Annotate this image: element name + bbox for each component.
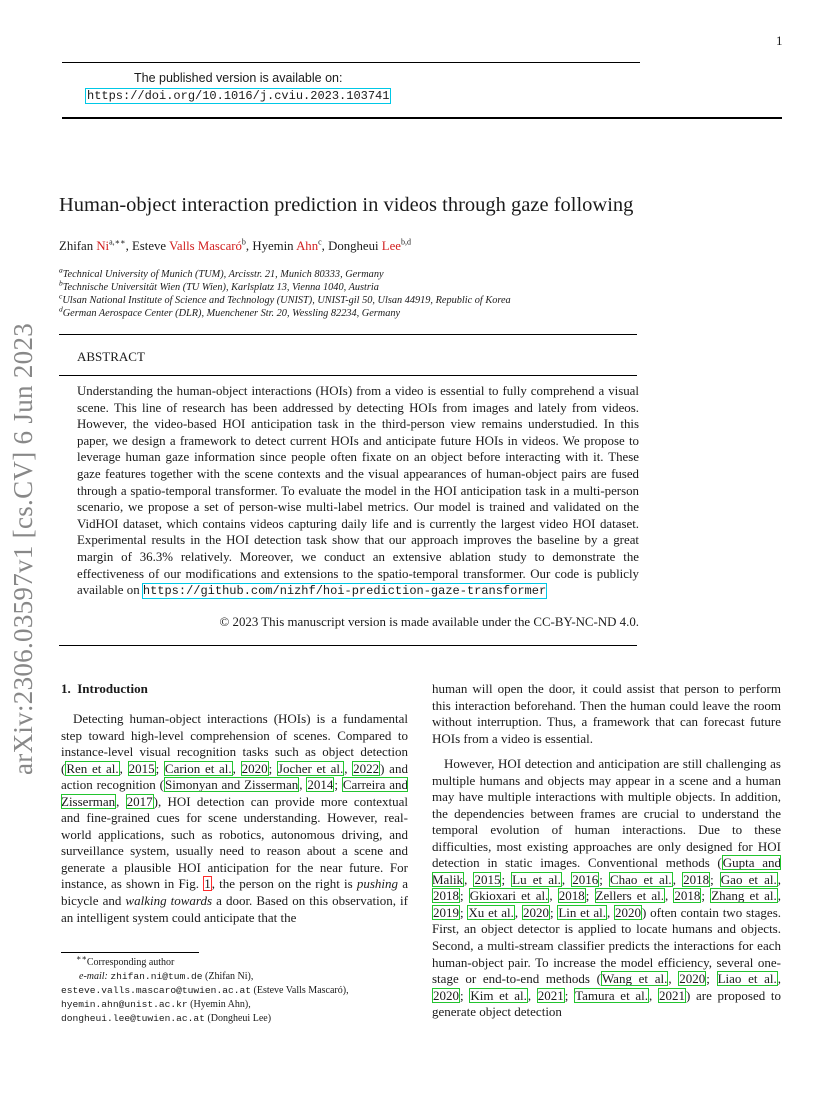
paragraph-text: ; (268, 760, 277, 776)
email-owner: (Esteve Valls Mascaró), (253, 985, 349, 996)
footnote-email-3 (61, 998, 251, 1011)
paragraph-text: ; (155, 760, 164, 776)
affiliation-text: Ulsan National Institute of Science and Technology (UNIST), UNIST-gil 50, Ulsan 44919, Republic of Korea (62, 295, 511, 306)
paragraph-text: , (527, 987, 537, 1003)
citation-link[interactable]: Ren et al. (66, 760, 119, 776)
email-label: e-mail: (79, 971, 108, 982)
abstract-body (77, 383, 639, 600)
citation-link[interactable]: 2016 (572, 871, 599, 887)
email-address[interactable]: hyemin.ahn@unist.ac.kr (61, 999, 188, 1010)
author-affiliation-mark: b,d (400, 237, 411, 247)
footnote-email-1 (79, 970, 253, 983)
paragraph-text: However, HOI detection and anticipation are still challenging as multiple humans and objects may appear in a scene and a human may have multiple interactions with multiple objects. In addition, the dependencies between frames are crucial to understand the temporal evolution of human interactions. Due to these difficulties, most existing approaches are only designed for HOI detection in static images. Conventional methods ( (432, 756, 781, 871)
paragraph-text: a bicycle and (61, 876, 408, 909)
citation-link[interactable]: Chao et al. (609, 871, 672, 887)
paragraph-text: ; (501, 871, 512, 887)
paragraph-text: , the person on the right is (211, 876, 357, 892)
paragraph-text: ; (460, 987, 470, 1003)
paragraph-text: ) and action recognition ( (61, 760, 408, 793)
paragraph-text: , (464, 871, 474, 887)
paragraph-text: , (116, 793, 126, 809)
email-owner: (Zhifan Ni), (205, 971, 254, 982)
citation-link[interactable]: 2017 (126, 793, 153, 809)
citation-link[interactable]: Kim et al. (470, 987, 527, 1003)
abstract-bottom-rule (59, 645, 637, 646)
citation-link[interactable]: 2020 (522, 904, 549, 920)
figure-ref-link[interactable]: 1 (204, 876, 211, 892)
paragraph-text: , (649, 987, 658, 1003)
email-address[interactable]: dongheui.lee@tuwien.ac.at (61, 1013, 205, 1024)
paragraph-text: ; (334, 777, 342, 793)
citation-link[interactable]: 2020 (241, 760, 268, 776)
affiliation-text: Technische Universität Wien (TU Wien), Karlsplatz 13, Vienna 1040, Austria (62, 282, 379, 293)
paragraph-text: , (344, 760, 353, 776)
author-first-name: Dongheui (328, 239, 382, 253)
author-last-name[interactable]: Ahn (296, 239, 319, 253)
author-affiliation-mark: b (241, 237, 246, 247)
citation-link[interactable]: 2022 (353, 760, 380, 776)
paragraph-text: , (672, 871, 683, 887)
author-last-name[interactable]: Lee (381, 239, 401, 253)
email-address[interactable]: esteve.valls.mascaro@tuwien.ac.at (61, 985, 251, 996)
author-affiliation-mark: a,∗∗ (109, 237, 126, 247)
citation-link[interactable]: Lu et al. (512, 871, 561, 887)
abstract-heading-rule (59, 375, 637, 376)
paragraph-text: , (119, 760, 128, 776)
citation-link[interactable]: 2020 (679, 971, 706, 987)
paragraph-text: ; (599, 871, 609, 887)
paragraph-text: , (561, 871, 572, 887)
abstract-copyright: © 2023 This manuscript version is made available under the CC-BY-NC-ND 4.0. (219, 615, 639, 629)
author-separator: , (321, 239, 329, 253)
published-note: The published version is available on: (134, 71, 343, 85)
affiliation-mark: a (59, 265, 63, 275)
citation-link[interactable]: 2018 (674, 888, 701, 904)
citation-link[interactable]: 2018 (433, 888, 459, 904)
footnote-email-2 (61, 984, 349, 997)
paragraph-text: , (664, 888, 674, 904)
footnote-corresponding-text: Corresponding author (86, 957, 175, 968)
citation-link[interactable]: Carreira and Zisserman (61, 777, 408, 809)
citation-link[interactable]: Gao et al. (720, 871, 777, 887)
paragraph-text: , (777, 971, 782, 987)
citation-link[interactable]: Carion et al. (164, 760, 232, 776)
abstract-top-rule (59, 334, 637, 335)
author-first-name: Hyemin (252, 239, 297, 253)
paragraph-text: ; (706, 971, 717, 987)
paragraph-text: pushing (356, 876, 399, 892)
citation-link[interactable]: 2014 (307, 777, 334, 793)
footnote-mark: ∗∗ (76, 953, 87, 963)
page-number: 1 (776, 33, 783, 48)
intro-paragraph-3 (432, 756, 781, 1021)
citation-link[interactable]: Wang et al. (601, 971, 668, 987)
paragraph-text: , (514, 904, 522, 920)
affiliation-mark: b (59, 278, 63, 288)
email-address[interactable]: zhifan.ni@tum.de (110, 971, 203, 982)
author-affiliation-mark: c (318, 237, 322, 247)
paragraph-text: ) are proposed to generate object detection (432, 987, 782, 1020)
intro-paragraph-1 (61, 711, 408, 926)
paragraph-text: ; (460, 888, 469, 904)
abstract-text: Understanding the human-object interactions (HOIs) from a video is essential to fully comprehend a visual scene. This line of research has been addressed by detecting HOIs from images and lately from videos. However, the video-based HOI anticipation task in the third-person view remains understudied. In this paper, we design a framework to detect current HOIs and anticipate future HOIs in videos. We propose to leverage human gaze information since people often fixate on an object before interacting with it. These gaze features together with the scene contexts and the visual appearances of human-object pairs are fused through a spatio-temporal transformer. To evaluate the model in the HOI anticipation task in a multi-person scenario, we propose a set of person-wise multi-label metrics. Our model is trained and validated on the VidHOI dataset, which contains videos capturing daily life and is currently the largest video HOI dataset. Experimental results in the HOI detection task show that our approach improves the baseline by a great margin of 36.3% relatively. Moreover, we conduct an extensive ablation study to demonstrate the effectiveness of our modifications and extensions to the spatio-temporal transformer. Our code is publicly available on (77, 384, 639, 598)
affiliation-b (59, 278, 379, 294)
author-list (59, 239, 411, 254)
email-owner: (Dongheui Lee) (207, 1013, 272, 1024)
citation-link[interactable]: 2021 (537, 987, 564, 1003)
paragraph-text: ; (701, 888, 711, 904)
paragraph-text: , (299, 777, 307, 793)
citation-link[interactable]: 2015 (474, 871, 501, 887)
author-first-name: Esteve (131, 239, 170, 253)
footnote-email-4 (61, 1012, 271, 1025)
paragraph-text: ) often contain two stages. First, an object detector is applied to locate humans and objects. Second, a multi-stream classifier predicts the interactions for each human-object pair. To increase the model efficiency, several one-stage or end-to-end methods ( (432, 904, 782, 987)
paper-title: Human-object interaction prediction in videos through gaze following (59, 194, 634, 216)
citation-link[interactable]: 2021 (658, 987, 685, 1003)
paragraph-text: ; (585, 888, 595, 904)
citation-link[interactable]: Simonyan and Zisserman (164, 777, 299, 793)
citation-link[interactable]: 2015 (128, 760, 155, 776)
paragraph-text: ; (460, 904, 468, 920)
citation-link[interactable]: Xu et al. (468, 904, 514, 920)
paragraph-text: , (606, 904, 615, 920)
citation-link[interactable]: Gkioxari et al. (469, 888, 549, 904)
paragraph-text: a door. Based on this observation, if an intelligent system could anticipate that the (61, 893, 408, 925)
paragraph-text: walking towards (125, 893, 213, 909)
citation-link[interactable]: Liao et al. (717, 971, 777, 987)
citation-link[interactable]: 2019 (433, 904, 459, 920)
affiliation-mark: d (59, 304, 63, 314)
citation-link[interactable]: Gupta and Malik (432, 855, 781, 887)
paragraph-text: , (232, 760, 241, 776)
affiliation-a (59, 265, 384, 281)
arxiv-stamp: arXiv:2306.03597v1 [cs.CV] 6 Jun 2023 (8, 322, 38, 775)
header-rule (62, 117, 782, 119)
paragraph-text: , (777, 871, 781, 887)
citation-link[interactable]: 2018 (683, 871, 710, 887)
affiliation-text: German Aerospace Center (DLR), Muenchener Str. 20, Wessling 82234, Germany (62, 308, 401, 319)
citation-link[interactable]: Zhang et al. (711, 888, 777, 904)
paragraph-text: Detecting human-object interactions (HOIs) is a fundamental step toward high-level comprehension of scenes. Compared to instance-level visual recognition tasks such as object detection ( (61, 711, 408, 776)
citation-link[interactable]: Tamura et al. (575, 987, 649, 1003)
section-heading-introduction: 1. Introduction (61, 681, 148, 696)
top-rule (62, 62, 640, 63)
author-last-name[interactable]: Ni (96, 239, 110, 253)
paragraph-text: ; (710, 871, 720, 887)
citation-link[interactable]: Zellers et al. (595, 888, 664, 904)
citation-link[interactable]: 2020 (615, 904, 642, 920)
author-separator: , (245, 239, 253, 253)
paragraph-text: , (777, 888, 781, 904)
paragraph-text: , (668, 971, 679, 987)
citation-link[interactable]: 2018 (558, 888, 585, 904)
code-link[interactable]: https://github.com/nizhf/hoi-prediction-gaze-transformer (142, 584, 547, 599)
doi-link[interactable]: https://doi.org/10.1016/j.cviu.2023.103741 (87, 89, 390, 103)
citation-link[interactable]: Jocher et al. (277, 760, 344, 776)
affiliation-d (59, 304, 401, 320)
paragraph-text: ; (549, 904, 558, 920)
intro-paragraph-2: human will open the door, it could assist that person to perform this interaction beforehand. Then the human could leave the room without interruption. Thus, a framework that can forecast future HOIs from a video is essential. (432, 681, 781, 746)
paragraph-text: , (549, 888, 558, 904)
affiliation-mark: c (59, 291, 63, 301)
paragraph-text: ; (564, 987, 575, 1003)
paragraph-text: ), HOI detection can provide more contextual and fine-grained cues for scene understanding. However, real-world applications, such as robotics, autonomous driving, and surveillance system, usually need to reason about a scene and generate a plausible HOI anticipation for the near future. For instance, as shown in Fig. (61, 793, 409, 892)
email-owner: (Hyemin Ahn), (190, 999, 251, 1010)
author-first-name: Zhifan (59, 239, 97, 253)
citation-link[interactable]: Lin et al. (558, 904, 606, 920)
affiliation-c (59, 291, 511, 307)
author-separator: , (125, 239, 132, 253)
citation-link[interactable]: 2020 (433, 987, 459, 1003)
affiliation-text: Technical University of Munich (TUM), Arcisstr. 21, Munich 80333, Germany (62, 269, 384, 280)
abstract-heading: ABSTRACT (77, 349, 145, 364)
footnote-corresponding (76, 953, 175, 969)
author-last-name[interactable]: Valls Mascaró (169, 239, 242, 253)
